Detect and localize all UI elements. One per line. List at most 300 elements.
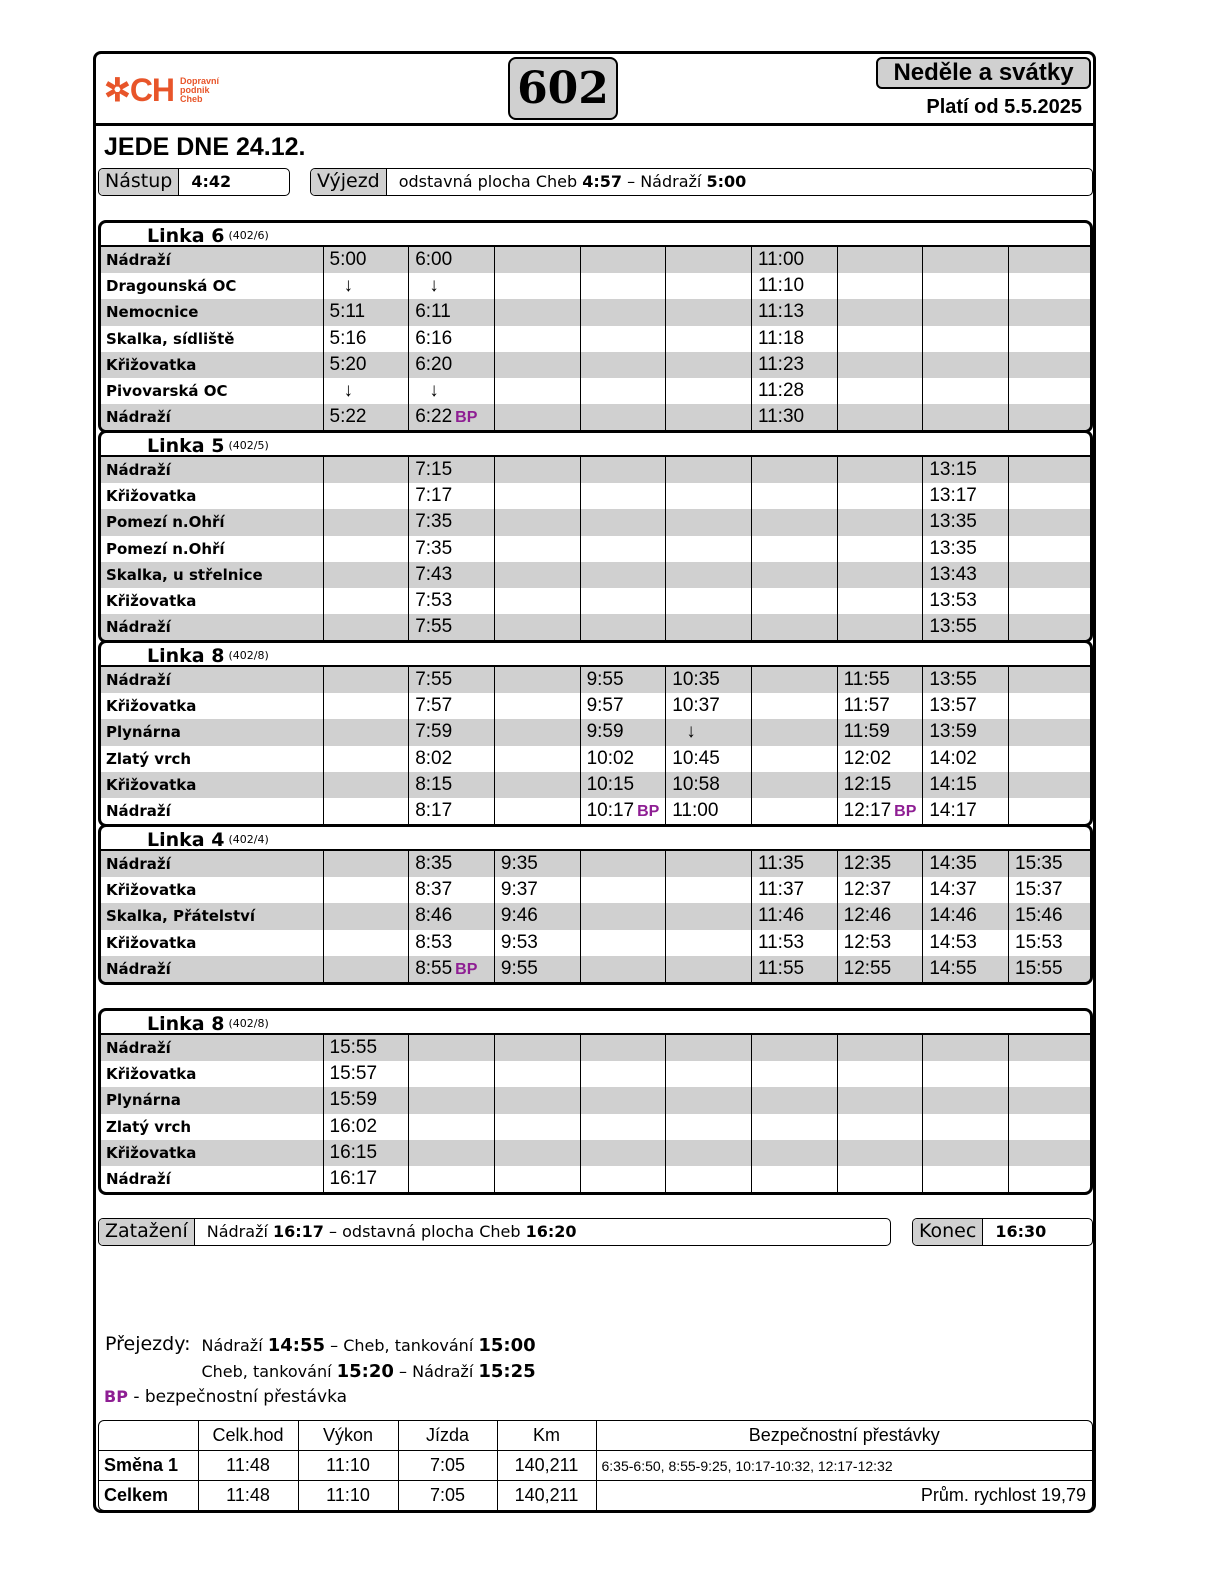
departure-time [580,536,666,562]
departure-time [494,693,580,719]
departure-time [666,378,752,404]
departure-time [666,1166,752,1192]
departure-time [923,378,1009,404]
line-title [101,223,1090,247]
stop-name: Nádraží [101,404,323,430]
transfers-section [104,1332,537,1386]
departure-time: 11:18 [751,326,837,352]
departure-time: 13:35 [923,536,1009,562]
departure-time: 11:57 [837,693,923,719]
line-number: 6 [211,225,225,247]
departure-time [837,352,923,378]
stop-name: Křižovatka [101,1140,323,1166]
departure-time [751,536,837,562]
departure-time: 9:55 [494,956,580,982]
departure-time [580,930,666,956]
nastup-time: 4:42 [191,172,232,191]
stop-name: Nádraží [106,1170,171,1189]
departure-time [580,1087,666,1113]
departure-time [1009,1087,1094,1113]
departure-time [494,1166,580,1192]
departure-time [323,588,409,614]
departure-time: 10:15 [580,772,666,798]
stop-row [101,299,1093,325]
departure-time [751,719,837,745]
zatazeni-label: Zatažení [99,1219,195,1245]
nastup-label: Nástup [99,169,179,195]
departure-time [494,378,580,404]
departure-time [837,273,923,299]
departure-time [837,457,923,483]
departure-time: 11:30 [751,404,837,430]
bp-legend-text: - bezpečnostní přestávka [133,1387,348,1407]
departure-time [323,956,409,982]
konec-time: 16:30 [995,1222,1047,1241]
bp-legend-code: BP [104,1387,128,1406]
departure-time: 11:35 [751,851,837,877]
departure-time [323,483,409,509]
time-value: 12:17 [843,800,892,822]
departure-time: 7:35 [409,509,495,535]
departure-time: 15:55 [323,1035,409,1061]
line-block [98,640,1093,827]
departure-time [666,1140,752,1166]
run-date-title: JEDE DNE 24.12. [104,133,306,161]
departure-time: 8:02 [409,746,495,772]
stop-name: Skalka, Přátelství [101,903,323,929]
departure-time: 14:46 [923,903,1009,929]
line-code: (402/6) [228,229,269,242]
line-label: Linka [147,829,205,851]
transfers-label: Přejezdy: [105,1333,191,1355]
stop-row [101,772,1093,798]
departure-time [409,956,495,982]
departure-time [323,930,409,956]
stop-name: Dragounská OC [106,277,237,296]
stop-name: Plynárna [101,719,323,745]
stop-row [101,1035,1093,1061]
stop-name: Nádraží [101,247,323,273]
stop-row [101,378,1093,404]
timetable [101,457,1093,640]
departure-time: 13:15 [923,457,1009,483]
departure-time [1009,326,1094,352]
departure-time [666,851,752,877]
departure-time: 7:15 [409,457,495,483]
departure-time [666,404,752,430]
departure-time [494,536,580,562]
departure-time [837,588,923,614]
departure-time [323,693,409,719]
departure-time [666,509,752,535]
stop-row [101,247,1093,273]
departure-time [751,1061,837,1087]
logo-text: Dopravní podnik Cheb [180,75,220,104]
stop-name: Křižovatka [101,352,323,378]
bp-badge: BP [894,803,917,821]
departure-time [580,614,666,640]
departure-time: 15:59 [323,1087,409,1113]
departure-time [837,798,923,824]
departure-time [580,851,666,877]
departure-time [323,536,409,562]
stop-row [101,536,1093,562]
departure-time: 12:35 [837,851,923,877]
departure-time [580,352,666,378]
departure-time [1009,667,1094,693]
departure-time: 15:57 [323,1061,409,1087]
stop-row [101,930,1093,956]
departure-time: 11:46 [751,903,837,929]
departure-time [323,667,409,693]
departure-time [923,404,1009,430]
stop-row [101,483,1093,509]
stop-name: Zlatý vrch [106,1117,192,1136]
departure-time [409,1035,495,1061]
departure-time [1009,378,1094,404]
departure-time [923,1140,1009,1166]
departure-time: 7:59 [409,719,495,745]
zatazeni-box [98,1218,891,1246]
departure-time [580,1061,666,1087]
departure-time [666,536,752,562]
departure-time [923,1114,1009,1140]
departure-time: ↓ [323,378,409,404]
stop-row [101,877,1093,903]
stop-name: Pomezí n.Ohří [106,539,225,558]
departure-time [580,903,666,929]
line-number: 8 [211,1013,225,1035]
departure-time [580,956,666,982]
departure-time: 5:11 [323,299,409,325]
line-number: 4 [211,829,225,851]
route-number: 602 [508,57,618,120]
departure-time: 13:55 [923,667,1009,693]
stop-row [101,851,1093,877]
departure-time: 11:59 [837,719,923,745]
departure-time: 14:37 [923,877,1009,903]
departure-time [580,457,666,483]
departure-time [923,1035,1009,1061]
departure-time [580,483,666,509]
departure-time [751,588,837,614]
departure-time [1009,1114,1094,1140]
departure-time: 8:46 [409,903,495,929]
departure-time [837,483,923,509]
departure-time [666,247,752,273]
departure-time: 9:55 [580,667,666,693]
stop-row [101,798,1093,824]
departure-time [494,667,580,693]
departure-time: 9:59 [580,719,666,745]
line-number: 8 [211,645,225,667]
departure-time [837,1087,923,1113]
stop-row [101,1061,1093,1087]
departure-time: 7:43 [409,562,495,588]
stop-row [101,746,1093,772]
departure-time [323,562,409,588]
departure-time [1009,352,1094,378]
departure-time: 11:23 [751,352,837,378]
departure-time: 6:16 [409,326,495,352]
departure-time: 5:16 [323,326,409,352]
departure-time [494,772,580,798]
departure-time [580,1035,666,1061]
departure-time: 13:55 [923,614,1009,640]
departure-time: 9:57 [580,693,666,719]
departure-time [751,1140,837,1166]
departure-time [666,483,752,509]
stop-row [101,1087,1093,1113]
departure-time [494,299,580,325]
transfer-row: Nádraží 14:55 – Cheb, tankování 15:00 Cheb, tankování 15:20 – Nádraží 15:25 [201,1335,536,1382]
departure-time [409,1140,495,1166]
stop-name: Křižovatka [106,592,197,611]
stop-name: Křižovatka [106,487,197,506]
time-value: 10:17 [586,800,635,822]
departure-time [666,1114,752,1140]
stop-name: Pomezí n.Ohří [101,509,323,535]
departure-time [666,273,752,299]
departure-time [1009,247,1094,273]
departure-time [323,903,409,929]
logo-mark: ✲CH [104,72,175,108]
vyjezd-route: odstavná plocha Cheb 4:57 – Nádraží 5:00 [398,172,747,191]
departure-time [751,693,837,719]
stop-row [101,326,1093,352]
departure-time [580,588,666,614]
transfers-table [104,1332,537,1386]
departure-time [751,483,837,509]
departure-time: 10:58 [666,772,752,798]
stop-name: Nádraží [101,851,323,877]
departure-time [494,1035,580,1061]
departure-time [580,404,666,430]
departure-time: 14:55 [923,956,1009,982]
stop-row [101,588,1093,614]
departure-time [580,378,666,404]
departure-time [1009,1166,1094,1192]
departure-time [494,509,580,535]
stop-name: Nádraží [101,1035,323,1061]
stop-row [101,903,1093,929]
summary-row: Celkem 11:48 11:10 7:05 140,211 Prům. rychlost 19,79 [99,1481,1092,1511]
line-title [101,433,1090,457]
departure-time: 12:55 [837,956,923,982]
departure-time [409,404,495,430]
stop-row [101,614,1093,640]
departure-time [494,798,580,824]
line-block [98,824,1093,985]
line-code: (402/4) [228,833,269,846]
departure-time [751,509,837,535]
departure-time [666,1061,752,1087]
stop-name: Pivovarská OC [106,382,228,401]
konec-label: Konec [913,1219,983,1245]
stop-name: Nádraží [101,614,323,640]
departure-time: 7:53 [409,588,495,614]
departure-time: 15:53 [1009,930,1094,956]
departure-time: 9:53 [494,930,580,956]
departure-time: 7:57 [409,693,495,719]
departure-time: 8:15 [409,772,495,798]
departure-time [837,1035,923,1061]
departure-time: 11:53 [751,930,837,956]
departure-time: 11:00 [751,247,837,273]
departure-time [494,719,580,745]
stop-row [101,509,1093,535]
departure-time: ↓ [666,719,752,745]
departure-time [494,588,580,614]
departure-time: 8:37 [409,877,495,903]
departure-time: 10:35 [666,667,752,693]
stop-name: Zlatý vrch [106,749,192,768]
departure-time: 13:59 [923,719,1009,745]
departure-time [923,352,1009,378]
departure-time [323,746,409,772]
departure-time: 13:57 [923,693,1009,719]
stop-name: Skalka, sídliště [106,329,235,348]
departure-time: 12:02 [837,746,923,772]
departure-time [494,1087,580,1113]
stop-name: Křižovatka [106,881,197,900]
departure-time [1009,483,1094,509]
departure-time [323,614,409,640]
departure-time: 11:00 [666,798,752,824]
day-type-badge: Neděle a svátky [876,57,1091,89]
departure-time [666,562,752,588]
departure-time [923,1166,1009,1192]
departure-time [580,1166,666,1192]
departure-time [409,1061,495,1087]
departure-time: 11:10 [751,273,837,299]
departure-time: 11:37 [751,877,837,903]
departure-time: 7:55 [409,667,495,693]
departure-time: 13:35 [923,509,1009,535]
departure-time [580,1140,666,1166]
departure-time: 6:00 [409,247,495,273]
line-label: Linka [147,225,205,247]
departure-time [837,536,923,562]
departure-time [666,1087,752,1113]
departure-time [666,1035,752,1061]
departure-time [923,299,1009,325]
departure-time [837,326,923,352]
departure-time [666,588,752,614]
departure-time [837,1061,923,1087]
departure-time [837,562,923,588]
departure-time: ↓ [323,273,409,299]
departure-time [580,562,666,588]
departure-time: 12:15 [837,772,923,798]
departure-time [1009,772,1094,798]
stop-row [101,352,1093,378]
departure-time [1009,404,1094,430]
departure-time [323,509,409,535]
departure-time [1009,1061,1094,1087]
departure-time: 14:17 [923,798,1009,824]
departure-time [494,483,580,509]
line-label: Linka [147,645,205,667]
departure-time [494,1061,580,1087]
departure-time [837,404,923,430]
departure-time: 15:37 [1009,877,1094,903]
departure-time [666,956,752,982]
departure-time: 10:02 [580,746,666,772]
departure-time: 6:20 [409,352,495,378]
bp-badge: BP [455,960,478,978]
line-number: 5 [211,435,225,457]
departure-time [923,326,1009,352]
departure-time [494,247,580,273]
stop-name: Nádraží [101,457,323,483]
vyjezd-box [310,168,1093,196]
departure-time [923,273,1009,299]
departure-time [494,1114,580,1140]
departure-time: 7:35 [409,536,495,562]
departure-time: 12:46 [837,903,923,929]
departure-time [666,614,752,640]
line-label: Linka [147,435,205,457]
departure-time [580,273,666,299]
summary-header: Bezpečnostní přestávky [596,1421,1092,1451]
timetable [101,851,1093,982]
line-block [98,1008,1093,1195]
departure-time [751,772,837,798]
summary-row: Směna 1 11:48 11:10 7:05 140,211 6:35-6:50, 8:55-9:25, 10:17-10:32, 12:17-12:32 [99,1451,1092,1481]
departure-time [751,614,837,640]
departure-time [751,1035,837,1061]
departure-time: 11:55 [751,956,837,982]
stop-name: Křižovatka [106,1065,197,1084]
departure-time [751,667,837,693]
departure-time [1009,562,1094,588]
line-title [101,1011,1090,1035]
stop-row [101,1114,1093,1140]
departure-time [837,1166,923,1192]
stop-row [101,1166,1093,1192]
departure-time [666,877,752,903]
departure-time: 15:46 [1009,903,1094,929]
departure-time [409,1166,495,1192]
departure-time: 12:37 [837,877,923,903]
departure-time: 14:35 [923,851,1009,877]
timetable [101,667,1093,824]
departure-time: 6:11 [409,299,495,325]
stop-name: Plynárna [101,1087,323,1113]
departure-time [1009,588,1094,614]
stop-row [101,404,1093,430]
stop-name: Nádraží [101,667,323,693]
departure-time [1009,273,1094,299]
departure-time: 9:37 [494,877,580,903]
departure-time [580,247,666,273]
departure-time [494,746,580,772]
departure-time [751,1087,837,1113]
line-title [101,643,1090,667]
departure-time [751,1114,837,1140]
departure-time [580,1114,666,1140]
departure-time [666,352,752,378]
departure-time [580,509,666,535]
departure-time [323,719,409,745]
departure-time [751,798,837,824]
summary-header: Km [497,1421,596,1451]
departure-time: 15:35 [1009,851,1094,877]
bp-badge: BP [637,803,660,821]
company-logo [104,72,219,108]
timetable [101,1035,1093,1192]
